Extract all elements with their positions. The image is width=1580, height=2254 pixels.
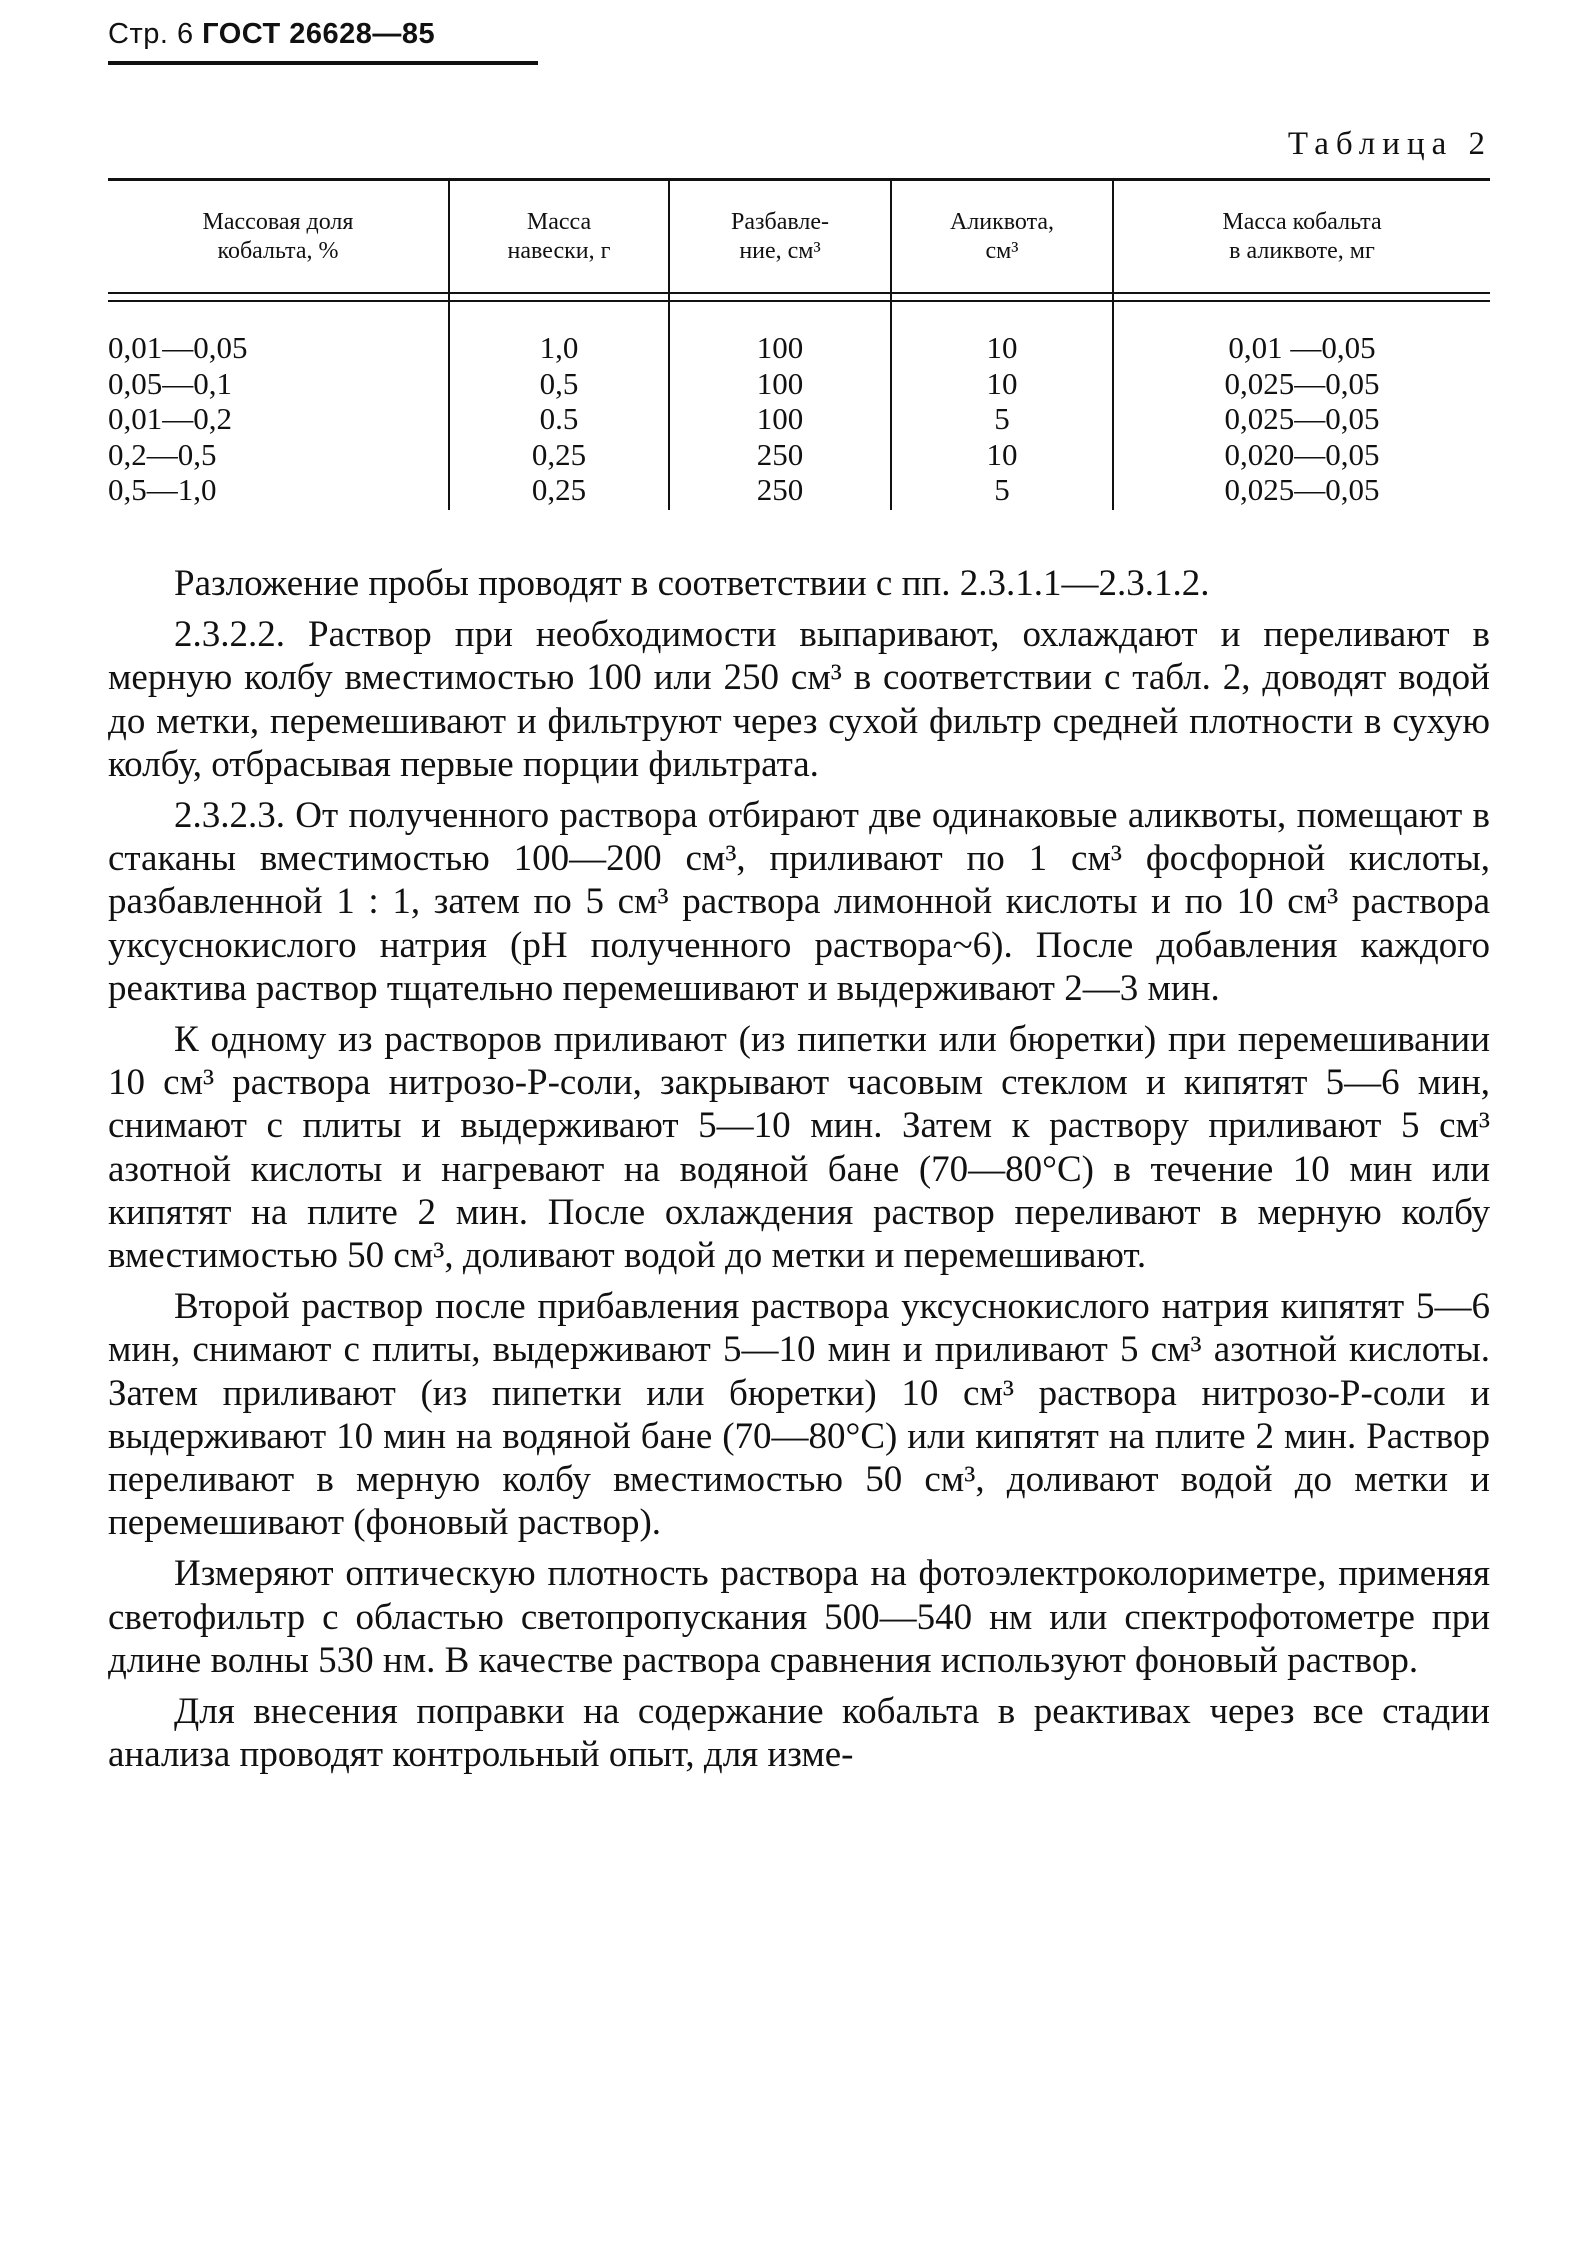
table-top-rule bbox=[108, 178, 1490, 181]
table-cell: 0,025—0,05 bbox=[1224, 401, 1380, 436]
body-text bbox=[108, 562, 1490, 1776]
page-number: Стр. 6 bbox=[108, 18, 194, 50]
table-cell: 0,025—0,05 bbox=[1224, 365, 1380, 401]
table-cell: 10 bbox=[986, 330, 1018, 365]
table-cell: 250 bbox=[756, 472, 804, 507]
paragraph-control-experiment: Для внесения поправки на содержание кобальта в реактивах через все стадии анализа проводят контрольный опыт, для изме- bbox=[108, 1691, 1490, 1776]
table-header-cell-aliquot: Аликвота, см³ bbox=[949, 209, 1055, 264]
table-cell: 0.5 bbox=[539, 401, 579, 436]
table-cell: 250 bbox=[756, 436, 804, 472]
table-column-dilution bbox=[670, 330, 890, 508]
table-header-cell-cobalt-mass: Масса кобальта в аликвоте, мг bbox=[1222, 209, 1382, 264]
table-cell: 100 bbox=[756, 401, 804, 436]
paragraph-2-3-2-2: 2.3.2.2. Раствор при необходимости выпаривают, охлаждают и переливают в мерную колбу вместимостью 100 или 250 см³ в соответствии с табл. 2, доводят водой до метки, перемешивают и фильтруют через сухой фильтр средней плотности в сухую колбу, отбрасывая первые порции фильтрата. bbox=[108, 614, 1490, 785]
table-cell: 100 bbox=[756, 330, 804, 365]
table-cell: 100 bbox=[756, 365, 804, 401]
page-header-text bbox=[108, 18, 538, 51]
paragraph-first-solution: К одному из растворов приливают (из пипетки или бюретки) при перемешивании 10 см³ раствора нитрозо-Р-соли, закрывают часовым стеклом и кипятят 5—6 мин, снимают с плиты и выдерживают 5—10 мин. Затем к раствору приливают 5 см³ азотной кислоты и нагревают на водяной бане (70—80°С) в течение 10 мин или кипятят на плите 2 мин. После охлаждения раствор переливают в мерную колбу вместимостью 50 см³, доливают водой до метки и перемешивают. bbox=[108, 1019, 1490, 1277]
table-cell: 1,0 bbox=[539, 330, 579, 365]
table-cell: 0,025—0,05 bbox=[1224, 472, 1380, 507]
table-cell: 0,01—0,05 bbox=[108, 330, 248, 365]
table-cell: 0,25 bbox=[531, 436, 587, 472]
paragraph-second-solution: Второй раствор после прибавления раствора уксуснокислого натрия кипятят 5—6 мин, снимают с плиты, выдерживают 5—10 мин и приливают 5 см³ азотной кислоты. Затем приливают (из пипетки или бюретки) 10 см³ раствора нитрозо-Р-соли и выдерживают 10 мин на водяной бане (70—80°С) или кипятят на плите 2 мин. Раствор переливают в мерную колбу вместимостью 50 см³, доливают водой до метки и перемешивают (фоновый раствор). bbox=[108, 1286, 1490, 1544]
table-header-cell-cobalt-fraction: Массовая доля кобальта, % bbox=[202, 209, 354, 264]
table-caption: Таблица 2 bbox=[1287, 126, 1492, 162]
table-cell: 0,2—0,5 bbox=[108, 436, 217, 472]
table-cell: 5 bbox=[994, 401, 1010, 436]
table-column-aliquot bbox=[892, 330, 1112, 508]
table-column-cobalt-mass bbox=[1114, 330, 1490, 508]
table-header-rule-double bbox=[108, 300, 1490, 302]
table-cell: 0,5—1,0 bbox=[108, 472, 217, 507]
table-cell: 0,25 bbox=[531, 472, 587, 507]
table-header-cell-sample-mass: Масса навески, г bbox=[507, 209, 611, 264]
table-header-cell-dilution: Разбавле- ние, см³ bbox=[731, 209, 829, 264]
table-cell: 10 bbox=[986, 365, 1018, 401]
page-header bbox=[108, 18, 538, 65]
table-column-cobalt-fraction bbox=[108, 330, 248, 508]
table-header-rule bbox=[108, 292, 1490, 294]
table-cell: 0,01—0,2 bbox=[108, 401, 232, 436]
table-cell: 5 bbox=[994, 472, 1010, 507]
data-table bbox=[108, 178, 1490, 510]
paragraph-2-3-2-3: 2.3.2.3. От полученного раствора отбирают две одинаковые аликвоты, помещают в стаканы вместимостью 100—200 см³, приливают по 1 см³ фосфорной кислоты, разбавленной 1 : 1, затем по 5 см³ раствора лимонной кислоты и по 10 см³ раствора уксуснокислого натрия (рН полученного раствора~6). После добавления каждого реактива раствор тщательно перемешивают и выдерживают 2—3 мин. bbox=[108, 795, 1490, 1009]
paragraph-decomposition: Разложение пробы проводят в соответствии с пп. 2.3.1.1—2.3.1.2. bbox=[174, 563, 1210, 604]
table-column-sample-mass bbox=[450, 330, 668, 508]
table-cell: 0,01 —0,05 bbox=[1228, 330, 1376, 365]
standard-number: ГОСТ 26628—85 bbox=[202, 18, 436, 50]
table-cell: 0,05—0,1 bbox=[108, 365, 232, 401]
paragraph-optical-density: Измеряют оптическую плотность раствора на фотоэлектроколориметре, применяя светофильтр с областью светопропускания 500—540 нм или спектрофотометре при длине волны 530 нм. В качестве раствора сравнения используют фоновый раствор. bbox=[108, 1553, 1490, 1681]
table-cell: 10 bbox=[986, 436, 1018, 472]
table-cell: 0,020—0,05 bbox=[1224, 436, 1380, 472]
table-cell: 0,5 bbox=[539, 365, 579, 401]
header-rule bbox=[108, 61, 538, 65]
